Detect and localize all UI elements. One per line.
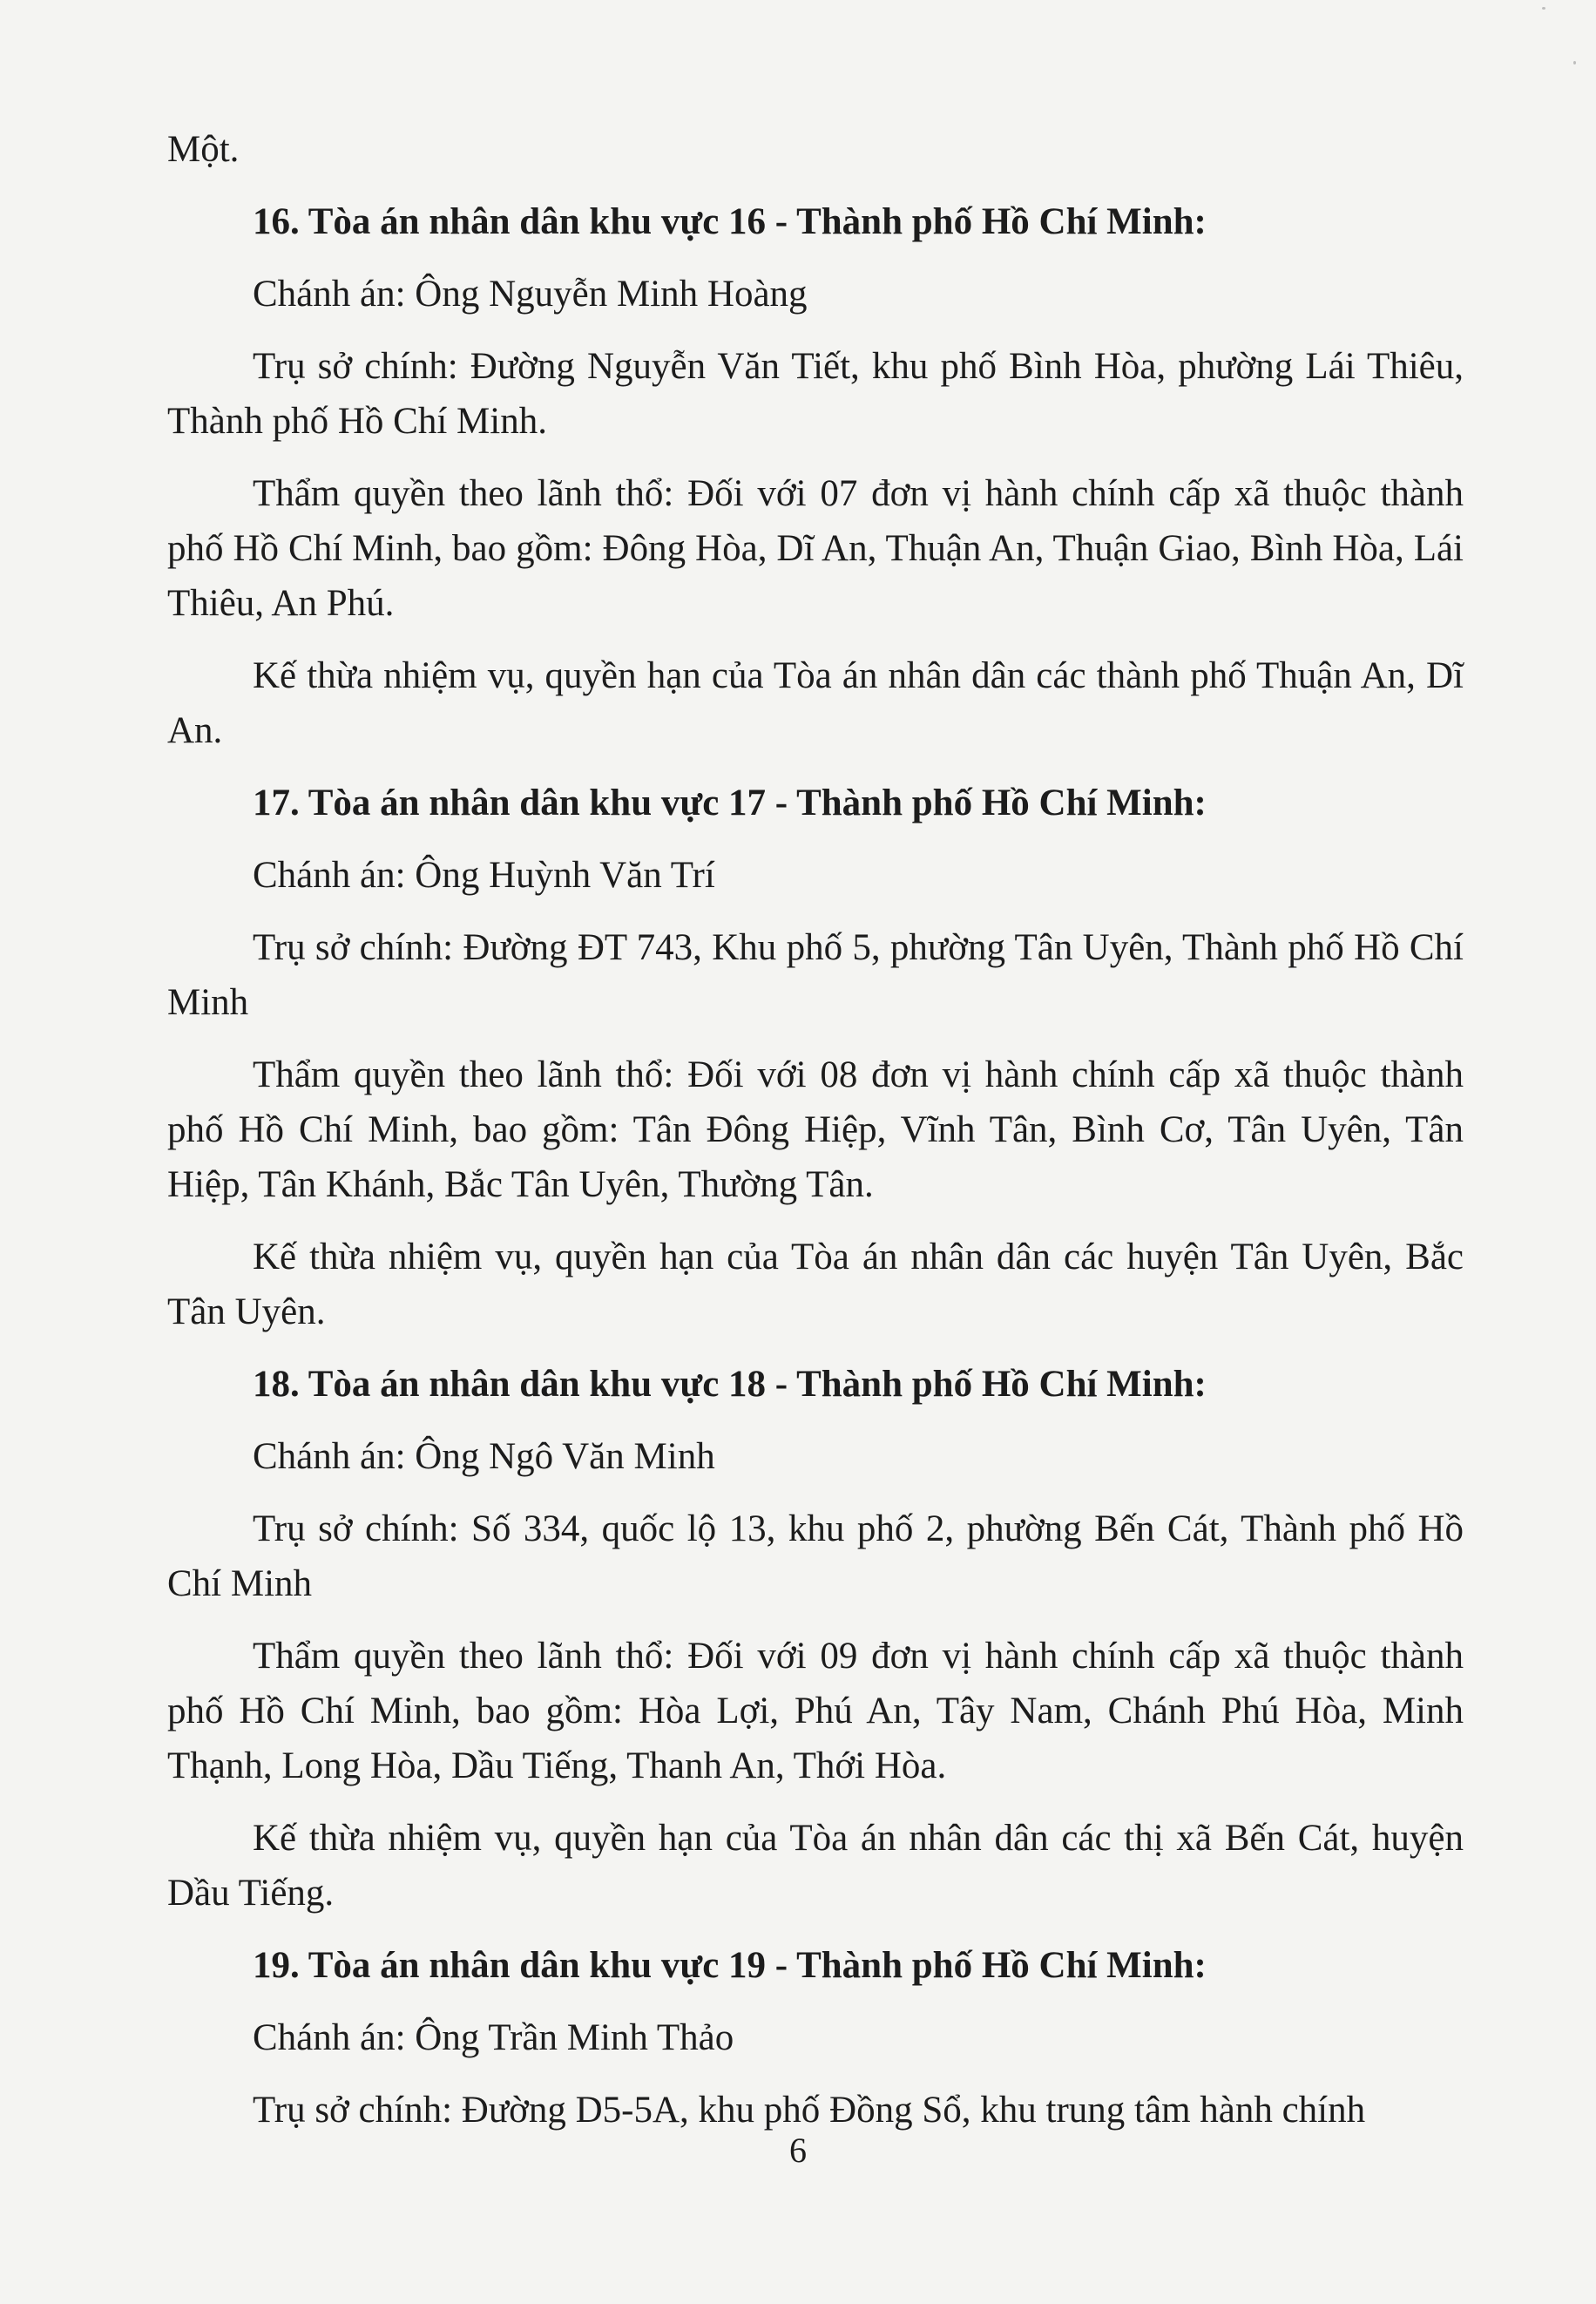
inheritance: Kế thừa nhiệm vụ, quyền hạn của Tòa án nhân dân các thành phố Thuận An, Dĩ An. [167,655,1464,751]
jurisdiction: Thẩm quyền theo lãnh thổ: Đối với 07 đơn vị hành chính cấp xã thuộc thành phố Hồ Chí Minh, bao gồm: Đông Hòa, Dĩ An, Thuận An, Thuận Giao, Bình Hòa, Lái Thiêu, An Phú. [167,473,1464,624]
headquarters: Trụ sở chính: Đường Nguyễn Văn Tiết, khu phố Bình Hòa, phường Lái Thiêu, Thành phố Hồ Chí Minh. [167,346,1464,442]
headquarters: Trụ sở chính: Đường D5-5A, khu phố Đồng Sổ, khu trung tâm hành chính [253,2090,1366,2131]
inheritance: Kế thừa nhiệm vụ, quyền hạn của Tòa án nhân dân các thị xã Bến Cát, huyện Dầu Tiếng. [167,1818,1464,1914]
court-section-17 [167,776,1464,1339]
document-body [167,122,1464,2155]
headquarters: Trụ sở chính: Đường ĐT 743, Khu phố 5, phường Tân Uyên, Thành phố Hồ Chí Minh [167,927,1464,1023]
chief-judge: Chánh án: Ông Trần Minh Thảo [253,2017,734,2058]
scan-speck [1573,61,1576,64]
section-heading: 18. Tòa án nhân dân khu vực 18 - Thành phố Hồ Chí Minh: [253,1364,1207,1405]
chief-judge: Chánh án: Ông Huỳnh Văn Trí [253,855,715,896]
section-heading: 17. Tòa án nhân dân khu vực 17 - Thành phố Hồ Chí Minh: [253,783,1207,823]
court-section-18 [167,1357,1464,1921]
section-heading: 19. Tòa án nhân dân khu vực 19 - Thành phố Hồ Chí Minh: [253,1945,1207,1986]
chief-judge: Chánh án: Ông Ngô Văn Minh [253,1436,715,1477]
section-heading: 16. Tòa án nhân dân khu vực 16 - Thành phố Hồ Chí Minh: [253,201,1207,242]
jurisdiction: Thẩm quyền theo lãnh thổ: Đối với 09 đơn vị hành chính cấp xã thuộc thành phố Hồ Chí Minh, bao gồm: Hòa Lợi, Phú An, Tây Nam, Chánh Phú Hòa, Minh Thạnh, Long Hòa, Dầu Tiếng, Thanh An, Thới Hòa. [167,1636,1464,1786]
page-number: 6 [789,2131,807,2170]
inheritance: Kế thừa nhiệm vụ, quyền hạn của Tòa án nhân dân các huyện Tân Uyên, Bắc Tân Uyên. [167,1237,1464,1332]
court-section-19 [167,1938,1464,2138]
jurisdiction: Thẩm quyền theo lãnh thổ: Đối với 08 đơn vị hành chính cấp xã thuộc thành phố Hồ Chí Minh, bao gồm: Tân Đông Hiệp, Vĩnh Tân, Bình Cơ, Tân Uyên, Tân Hiệp, Tân Khánh, Bắc Tân Uyên, Thường Tân. [167,1054,1464,1205]
scan-speck [1542,7,1545,10]
court-section-16 [167,194,1464,758]
continuation-text: Một. [167,129,240,170]
headquarters: Trụ sở chính: Số 334, quốc lộ 13, khu phố 2, phường Bến Cát, Thành phố Hồ Chí Minh [167,1508,1464,1604]
chief-judge: Chánh án: Ông Nguyễn Minh Hoàng [253,274,808,315]
